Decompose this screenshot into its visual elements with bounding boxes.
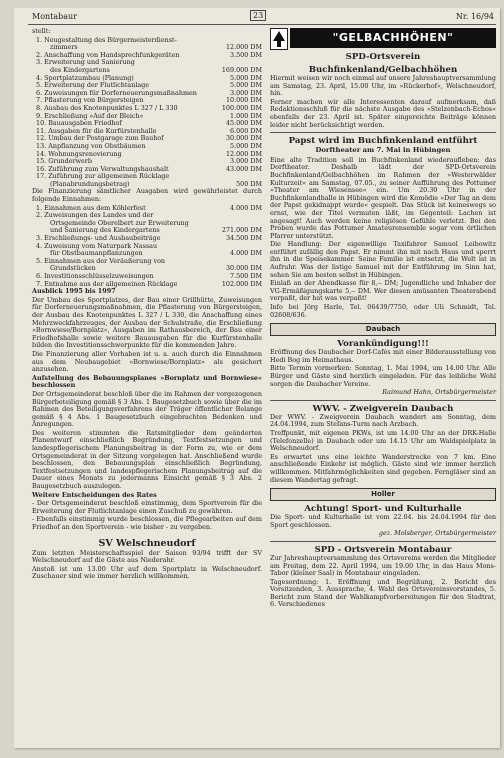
item-text: Zuweisung vom Naturpark Nassau [44,241,158,250]
item-text: Umbau der Postgarage zum Bauhof [48,134,164,143]
item-amount: 43.000 DM [225,164,262,173]
section-banner [270,28,496,48]
item-number: 4. [36,73,43,82]
ausblick-text-2: Die Finanzierung aller Vorhaben ist u. a. auch durch die Einnahmen aus dem Neubaugebiet »Bornwiese/Bornplatz« als gesichert anzusehen. [32,349,262,374]
item-amount: 1.000 DM [230,111,262,120]
issue-number: Nr. 16/94 [455,12,494,21]
item-number: 17. [36,172,47,181]
wwv-text-3: Es erwartet uns eine leichte Wanderstrecke von 7 km. Eine anschließende Einkehr ist möglich. Gäste sind wir immer herzlich willkommen. Mitfahrmöglichkeiten sind gegeben. Ferngläser sind an diesem Wandertag gefragt. [270,452,496,484]
papst-text-3: Einlaß an der Abendkasse für 8,-- DM; Jugendliche und Inhaber der VG-Ermäßigungskarte 5,-- DM. Wer diesen amüsanten Theaterabend verpaßt, der hat was verpaßt! [270,279,496,303]
achtung-text: Die Sport- und Kulturhalle ist vom 22.04. bis 24.04.1994 für den Sport geschlossen. [270,513,496,529]
wwv-heading: WWV. - Zweigverein Daubach [312,403,454,414]
item-number: 2. [36,50,43,59]
item-amount: 102.000 DM [221,279,262,288]
item-text: Wohnungsrenovierung [48,149,122,158]
header-rule [28,24,496,25]
item-number: 12. [36,134,47,143]
item-number: 6. [36,88,43,97]
item-text: Erschließung »Auf der Bleich« [44,111,144,120]
item-amount: 10.000 DM [225,96,262,105]
bebauungsplan-text: Der Ortsgemeinderat beschloß über die im Rahmen der vorgezogenen Bürgerbeteiligung gemäß § 3 Abs. 1 Baugesetzbuch sowie über die im Rahmen des Beteiligungsverfahrens der Träger öffentlicher Belange gemäß § 4 Abs. 1 Baugesetzbuch eingebrachten Bedenken und Anregungen. [32,389,262,429]
item-amount: 5.000 DM [230,141,262,150]
item-number: 3. [36,234,43,243]
item-number: 8. [36,103,43,112]
spd2-text-2: Tagesordnung: 1. Eröffnung und Begrüßung, 2. Bericht des Vorsitzenden, 3. Aussprache, 4. Wahl des Ortsvereinsvorstandes, 5. Bericht zum Stand der Wahlkampfvorbereitungen für den Stadtrat, 6. Verschiedenes [270,577,496,609]
item-text: Ortsgemeinde Oberelbert zur Erweiterung [50,218,189,227]
item-amount: 30.000 DM [225,134,262,143]
item-text: Erweiterung und Sanierung [44,58,135,67]
divider [270,541,496,542]
item-amount: 7.500 DM [230,272,262,280]
section-box-holler: Holler [270,488,496,501]
item-text: Zuweisungen des Landes und der [44,211,154,220]
header-town: Montabaur [32,12,78,21]
item-text: Zuführung zur allgemeinen Rücklage [48,172,170,181]
item-text: für Obstbaumanpflanzungen [50,249,143,258]
item-number: 9. [36,111,43,120]
newspaper-page [14,8,500,748]
item-amount: 3.500 DM [230,50,262,59]
item-amount: 5.000 DM [230,73,262,82]
vorankuendigung-signature: Raimund Hahn, Ortsbürgermeister [382,388,496,397]
divider [270,132,496,133]
item-number: 5. [36,81,43,90]
item-number: 7. [36,96,43,105]
item-number: 15. [36,157,47,166]
item-amount: 12.000 DM [225,149,262,158]
item-number: 1. [36,35,43,44]
item-amount: 45.000 DM [225,119,262,128]
vorankuendigung-text-2: Bitte Termin vormerken: Sonntag, 1. Mai 1994, um 14.00 Uhr. Alle Bürger und Gäste sind herzlich eingeladen. Für das leibliche Wohl sorgen die Daubacher Vereine. [270,364,496,388]
item-text: Anpflanzung von Obstbäumen [48,141,146,150]
item-text: Investitionsschlüsselzuweisungen [44,272,154,280]
item-number: 10. [36,119,47,128]
item-amount: 271.000 DM [221,226,262,235]
item-text: Einnahmen aus der Veräußerung von [44,256,166,265]
sv-text-2: Anstoß ist um 13.00 Uhr auf dem Sportplatz in Welschneudorf. Zuschauer sind wie immer herzlich willkommen. [32,564,262,581]
papst-text-2: Die Handlung: Der eigenwillige Taxifahrer Samuel Leibowitz entführt zufällig den Papst. Er nimmt ihn mit nach Haus und sperrt ihn in die Speisekammer. Seine Familie ist entsetzt, die Welt ist in Aufruhr. Was der listige Samuel mit der Entführung im Sinn hat, sehen Sie am besten selbst in Hübingen. [270,240,496,279]
item-text: (Planabrundungsbetrag) [50,179,130,188]
left-column [32,28,262,582]
papst-subheading: Dorftheater am 7. Mai in Hübingen [315,146,451,155]
item-amount: 3.000 DM [230,88,262,97]
section-box-daubach: Daubach [270,323,496,336]
spd1-heading: SPD-Ortsverein [345,52,421,62]
item-amount: 100.000 DM [221,103,262,112]
achtung-heading: Achtung! Sport- und Kulturhalle [304,504,462,515]
item-text: Ausbau des Knotenpunktes L 327 / L 330 [44,103,178,112]
item-text: Neugestaltung des Bürgermeisterdienst- [44,35,177,44]
page-number: 23 [250,10,266,21]
item-amount: 169.000 DM [221,65,262,74]
bebauungsplan-heading: Aufstellung des Bebauungsplanes »Bornplatz und Bornwiese« beschlossen [32,373,262,390]
item-text: Anschaffung von Handsprechfunkgeräten [44,50,180,59]
item-number: 1. [36,203,43,212]
item-number: 16. [36,164,47,173]
item-number: 11. [36,126,47,135]
item-text: Entnahme aus der allgemeinen Rücklage [44,279,178,288]
banner-title: "GELBACHHÖHEN" [290,28,496,48]
item-number: 6. [36,272,43,280]
list-intro: stellt: [32,27,51,35]
item-number: 2. [36,211,43,220]
item-text: und Sanierung des Kindergartens [50,226,160,235]
item-amount: 5.000 DM [230,81,262,90]
spd2-text: Zur Jahreshauptversammlung des Ortsvereins werden die Mitglieder am Freitag, dem 22. April 1994, um 19.00 Uhr, in das Haus Mons-Tabor (kleiner Saal) in Montabaur eingeladen. [270,553,496,578]
vorankuendigung-text: Eröffnung des Daubacher Dorf-Cafés mit einer Bilderausstellung von Hedi Bog im Heimathaus. [270,348,496,364]
spd1-heading-2: Buchfinkenland/Gelbachhöhen [308,65,458,75]
expense-list [32,37,262,189]
item-text: Sportplatzumbau (Planung) [44,73,134,82]
item-text: Erweiterung der Flutlichtanlage [44,81,150,90]
income-list [32,205,262,289]
vorankuendigung-heading: Vorankündigung!!! [337,339,429,350]
item-amount: 4.000 DM [230,249,262,258]
item-number: 13. [36,141,47,150]
sv-text: Zum letzten Meisterschaftsspiel der Saison 93/94 trifft der SV Welschneudorf auf die Gäste aus Niederahr. [32,548,262,565]
divider [270,400,496,401]
spd1-text: Hiermit weisen wir noch einmal auf unsere Jahreshauptversammlung am Samstag, 23. April, 15.00 Uhr, im »Rückerhof«, Welschneudorf, hin. [270,74,496,98]
ausblick-heading: Ausblick 1995 bis 1997 [32,287,116,296]
item-text: Erschließungs- und Ausbaubeiträge [44,234,161,243]
finance-intro: Die Finanzierung sämtlicher Ausgaben wird gewährleistet durch folgende Einnahmen: [32,187,262,204]
wwv-text: Der WWV. - Zweigverein Daubach wandert am Sonntag, dem 24.04.1994, zum Stefans-Turm nach Arzbach. [270,412,496,429]
item-text: Zuweisungen für Dorferneuerungsmaßnahmen [44,88,197,97]
item-text: des Kindergartens [50,65,110,74]
item-number: 7. [36,279,43,288]
item-amount: 6.000 DM [230,126,262,135]
item-amount: 34.500 DM [225,234,262,243]
wwv-text-2: Treffpunkt, mit eigenen PKWs, ist um 14.00 Uhr an der DRK-Halle (Telefonzelle) in Daubach oder um 14.15 Uhr am Waldspielplatz in Welschneudorf. [270,428,496,453]
item-amount: 3.000 DM [230,157,262,166]
item-text: Einnahmen aus dem Köhlerfest [44,203,146,212]
item-text: Ausgaben für die Kurfürstenhalle [48,126,157,135]
spd1-text-2: Ferner machen wir alle Interessenten darauf aufmerksam, daß Redaktionsschluß für die nächste Ausgabe des »Stelzenbach-Echos« ebenfalls der 23. April ist. Später eingereichte Beiträge können leider nicht berücksichtigt werden. [270,97,496,129]
bebauungsplan-text-2: Des weiteren stimmten die Ratsmitglieder dem geänderten Planentwurf einschließlich Begründung, Textfestsetzungen und landespflegerischem Planungsbeitrag in der Form zu, wie er dem Ortsgemeinderat in der Sitzung vorgelegen hat. Anschließend wurde beschlossen, den Bebauungsplan einschließlich Begründung, Textfestsetzungen und landespflegerischem Planungsbeitrag auf die Dauer eines Monats zu jedermanns Einsicht gemäß § 3 Abs. 2 Baugesetzbuch auszulegen. [32,428,262,491]
item-text: Bauausgaben Friedhof [48,119,122,128]
page-header [14,8,500,24]
arrow-logo-icon [270,28,288,50]
ausblick-text: Der Umbau des Sportplatzes, der Bau einer Grillhütte, Zuweisungen für Dorferneuerungsmaßnahmen, die Pflasterung von Bürgersteigen, der Ausbau des Knotenpunktes L 327 / L 330, die Anschaffung eines Mehrzweckfahrzeuges, der Ausbau der Schulstraße, die Erschließung »Bornwiese/Bornplatz«, Ausgaben im Rathausbereich, der Bau einer Friedhofshalle sowie weitere Bauausgaben für die Kurfürstenhalle bilden die Investitionsschwerpunkte für die kommenden Jahre. [32,295,262,350]
item-text: Pflasterung von Bürgersteigen [44,96,144,105]
decision-1: - Der Ortsgemeinderat beschloß einstimmig, dem Sportverein für die Erweiterung der Flutlichtanlage einen Zuschuß zu gewähren. [32,499,262,515]
papst-text-4: Info bei Jörg Harle, Tel. 06439/7750, oder Uli Schmidt, Tel. 02608/636. [270,303,496,319]
item-amount: 4.000 DM [230,203,262,212]
item-text: Grunderwerb [48,157,92,166]
decision-2: - Ebenfalls einstimmig wurde beschlossen, die Pflegearbeiten auf dem Friedhof an den Sportverein - wie bisher - zu vergeben. [32,515,262,531]
item-text: zimmers [50,43,78,52]
item-number: 14. [36,149,47,158]
item-number: 5. [36,256,43,265]
item-text: Zuführung zum Verwaltungshaushalt [48,164,169,173]
item-amount [256,212,262,220]
item-number: 3. [36,58,43,67]
papst-text: Eine alte Tradition soll im Buchfinkenland wiederaufleben: das Dorftheater. Deshalb lädt der SPD-Ortsverein Buchfinkenland/Gelbachhöhen im Rahmen der »Westerwälder Kulturzeit« am Samstag, 07.05., zu seiner Aufführung des Pottumer »Theater am Wiesensee« ein. Um 20.30 Uhr in der Buchfinkenlandhalle in Hübingen wird die Komödie »Der Tag an dem der Papst gekidnappt wurde« gespielt. Das Stück ist keineswegs so ernst, wie der Titel vermuten läßt, im Gegenteil: Lachen ist angesagt! Auch werden keine religiösen Gefühle verletzt. Bei den Proben wurde das Pottumer Amateurensemble sogar vom örtlichen Pfarrer unterstützt. [270,155,496,240]
item-number: 4. [36,241,43,250]
sv-heading: SV Welschneudorf [98,537,196,549]
item-amount: 12.000 DM [225,43,262,52]
decisions-heading: Weitere Entscheidungen des Rates [32,490,157,499]
spd2-heading: SPD - Ortsverein Montabaur [314,544,452,555]
item-amount: 500 DM [236,179,262,188]
achtung-signature: gez. Molsberger, Ortsbürgermeister [378,529,496,538]
papst-heading: Papst wird im Buchfinkenland entführt [288,136,478,147]
right-column [270,28,496,610]
item-text: Grundstücken [50,264,96,273]
item-amount: 30.000 DM [225,264,262,273]
